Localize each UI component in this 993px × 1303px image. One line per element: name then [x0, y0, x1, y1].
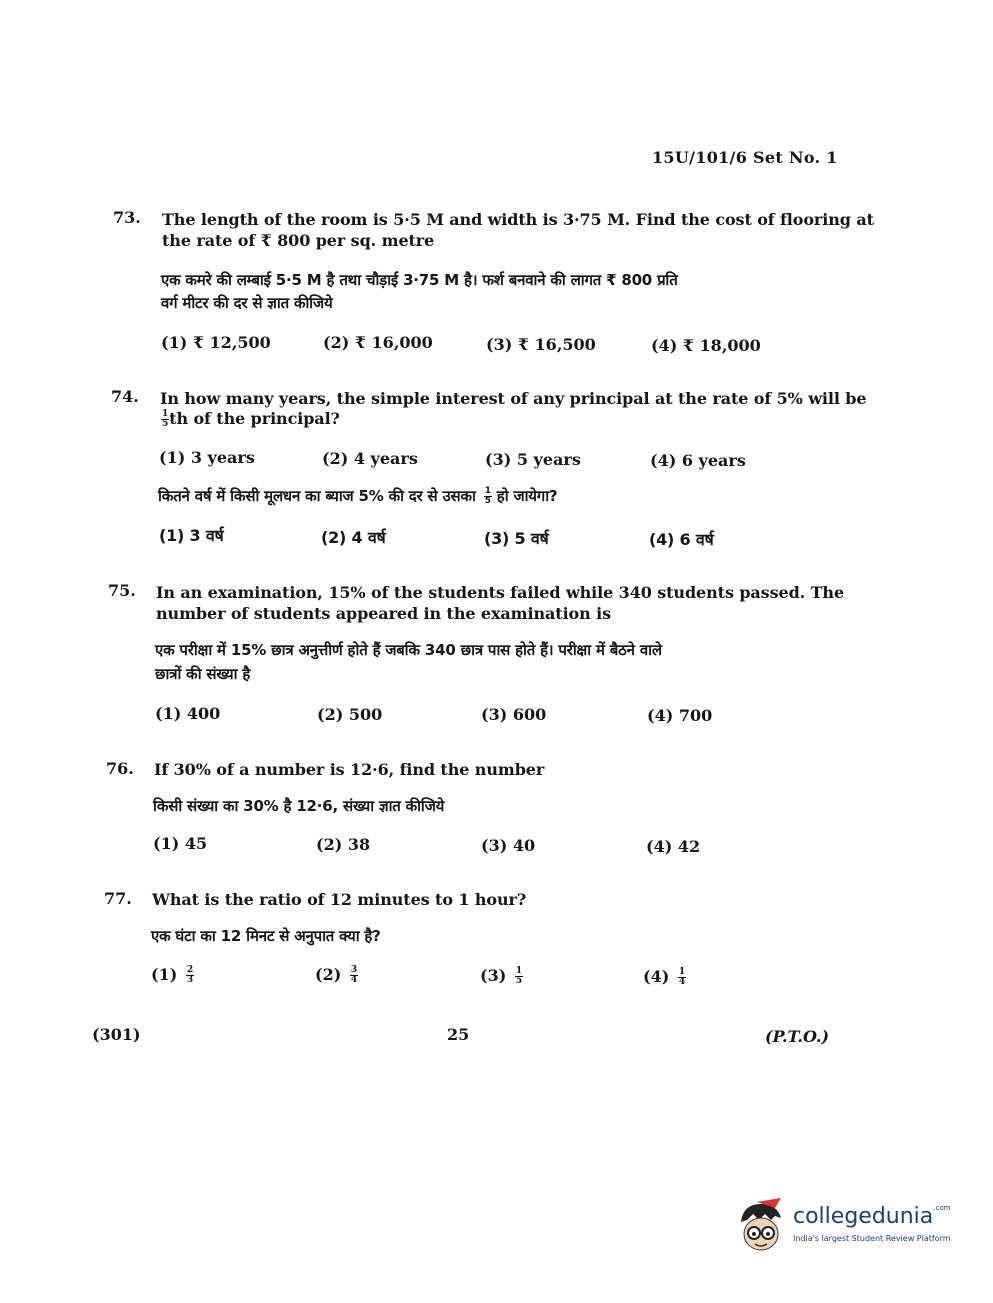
option-4: (4) 6 years: [650, 451, 746, 470]
option-3: (3) 600: [481, 705, 547, 724]
fraction: $\frac{1}{5}$: [162, 409, 169, 429]
question-number: 75.: [108, 581, 136, 600]
question-english-line: If 30% of a number is 12·6, find the number: [154, 760, 545, 779]
fraction: $\frac{1}{4}$: [678, 967, 686, 987]
question-number: 77.: [104, 889, 132, 908]
question-hindi-line: एक कमरे की लम्बाई 5·5 M है तथा चौड़ाई 3·75 M है। फर्श बनवाने की लागत ₹ 800 प्रति: [161, 271, 678, 289]
option-1: (1) $\frac{2}{3}$: [151, 965, 194, 985]
question-hindi-line: छात्रों की संख्या है: [155, 665, 251, 683]
option-1: (1) 3 वर्ष: [159, 526, 224, 545]
option-1: (1) 400: [155, 704, 221, 723]
question-english-line: The length of the room is 5·5 M and width is 3·75 M. Find the cost of flooring at: [162, 210, 874, 229]
fraction: $\frac{2}{3}$: [186, 965, 194, 985]
question-hindi-line: कितने वर्ष में किसी मूलधन का ब्याज 5% की दर से उसका $\frac{1}{5}$ हो जायेगा?: [158, 486, 558, 506]
question-number: 74.: [111, 387, 139, 406]
question-hindi-line: वर्ग मीटर की दर से ज्ञात कीजिये: [161, 294, 333, 312]
fraction: $\frac{1}{5}$: [515, 966, 523, 986]
collegedunia-logo: [735, 1198, 960, 1260]
option-3: (3) $\frac{1}{5}$: [480, 966, 523, 986]
question-english-line: number of students appeared in the examination is: [156, 604, 612, 623]
option-3: (3) 5 वर्ष: [484, 529, 549, 548]
option-2: (2) $\frac{3}{4}$: [315, 965, 358, 985]
option-2: (2) 500: [317, 705, 383, 724]
option-2: (2) 4 years: [322, 449, 418, 468]
question-hindi-line: एक परीक्षा में 15% छात्र अनुत्तीर्ण होते हैं जबकि 340 छात्र पास होते हैं। परीक्षा में बैठने वाले: [155, 641, 662, 659]
question-hindi-line: किसी संख्या का 30% है 12·6, संख्या ज्ञात कीजिये: [153, 797, 445, 815]
option-2: (2) ₹ 16,000: [323, 333, 433, 352]
option-4: (4) 6 वर्ष: [649, 530, 714, 549]
option-3: (3) 5 years: [485, 450, 581, 469]
mascot-icon: [735, 1198, 789, 1260]
question-english-line: the rate of ₹ 800 per sq. metre: [162, 231, 435, 250]
pto-label: (P.T.O.): [765, 1027, 830, 1046]
page-number: 25: [447, 1025, 470, 1044]
option-4: (4) 42: [646, 837, 701, 856]
question-english-line: In an examination, 15% of the students failed while 340 students passed. The: [156, 583, 845, 602]
option-2: (2) 38: [316, 835, 371, 854]
option-1: (1) 45: [153, 834, 208, 853]
question-number: 73.: [113, 208, 141, 227]
fraction: $\frac{1}{5}$: [484, 486, 491, 506]
option-2: (2) 4 वर्ष: [321, 528, 386, 547]
brand-name: collegedunia$^{.com}$: [793, 1204, 951, 1229]
option-3: (3) 40: [481, 836, 536, 855]
set-code: 15U/101/6 Set No. 1: [652, 148, 838, 167]
option-4: (4) ₹ 18,000: [651, 336, 761, 355]
option-1: (1) ₹ 12,500: [161, 333, 271, 352]
question-english-line: In how many years, the simple interest of any principal at the rate of 5% will be: [160, 389, 867, 408]
brand-tagline: India's largest Student Review Platform: [793, 1234, 951, 1243]
footer-code: (301): [92, 1025, 141, 1044]
option-4: (4) $\frac{1}{4}$: [643, 967, 686, 987]
option-4: (4) 700: [647, 706, 713, 725]
fraction: $\frac{3}{4}$: [350, 965, 358, 985]
question-hindi-line: एक घंटा का 12 मिनट से अनुपात क्या है?: [151, 927, 381, 945]
question-english-line-2: $\frac{1}{5}$ th of the principal?: [162, 409, 340, 429]
option-3: (3) ₹ 16,500: [486, 335, 596, 354]
option-1: (1) 3 years: [159, 448, 255, 467]
question-number: 76.: [106, 759, 134, 778]
question-english-line: What is the ratio of 12 minutes to 1 hour?: [152, 890, 527, 909]
